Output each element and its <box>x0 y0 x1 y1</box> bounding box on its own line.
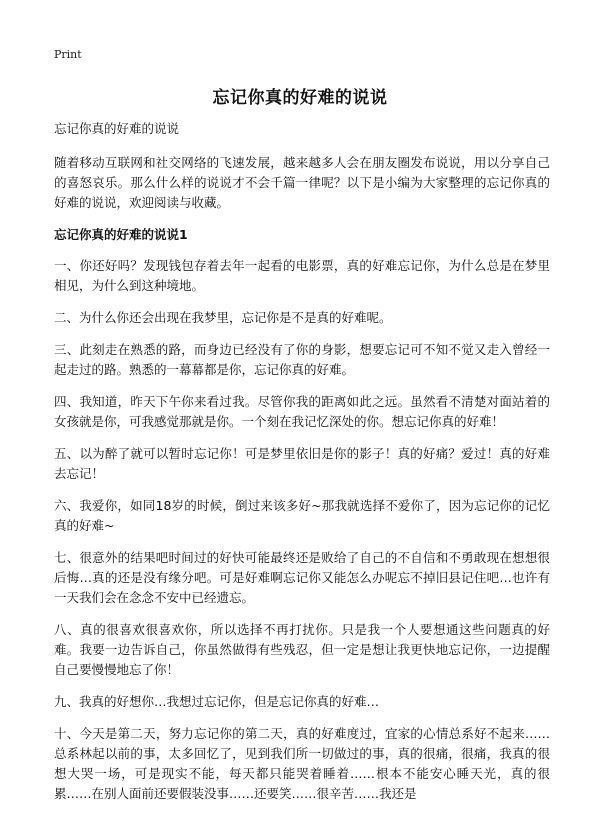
paragraph-5: 五、以为醉了就可以暂时忘记你！可是梦里依旧是你的影子！真的好痛？爱过！真的好难去忘记！ <box>54 446 550 481</box>
section-heading: 忘记你真的好难的说说1 <box>54 227 188 242</box>
print-link[interactable]: Print <box>54 48 82 61</box>
paragraph-3: 三、此刻走在熟悉的路，而身边已经没有了你的身影，想要忘记可不知不觉又走入曾经一起走过的路。熟悉的一幕幕都是你，忘记你真的好难。 <box>54 342 550 377</box>
paragraph-8: 八、真的很喜欢很喜欢你，所以选择不再打扰你。只是我一个人要想通这些问题真的好难。我要一边告诉自己，你虽然做得有些残忍，但一定是想让我更快地忘记你，一边提醒自己要慢慢地忘了你！ <box>54 622 550 677</box>
paragraph-2: 二、为什么你还会出现在我梦里，忘记你是不是真的好难呢。 <box>54 310 392 325</box>
paragraph-10: 十、今天是第二天，努力忘记你的第二天，真的好难度过，宜家的心情总系好不起来……总系林起以前的事，太多回忆了，见到我们所一切做过的事，真的很痛，很痛，我真的很想大哭一场，可是现实不能，每天都只能哭着睡着……根本不能安心睡天光，真的很累……在别人面前还要假装没事……还要笑……很辛苦……我还是 <box>54 726 550 801</box>
intro-paragraph: 随着移动互联网和社交网络的飞速发展，越来越多人会在朋友圈发布说说，用以分享自己的喜怒哀乐。那么什么样的说说才不会千篇一律呢？以下是小编为大家整理的忘记你真的好难的说说，欢迎阅读与收藏。 <box>54 155 550 210</box>
article-body <box>54 119 550 816</box>
page-title: 忘记你真的好难的说说 <box>212 88 388 108</box>
paragraph-9: 九、我真的好想你…我想过忘记你，但是忘记你真的好难… <box>54 694 380 709</box>
article-subtitle: 忘记你真的好难的说说 <box>54 121 180 136</box>
paragraph-6: 六、我爱你，如同18岁的时候，倒过来该多好~那我就选择不爱你了，因为忘记你的记忆真的好难~ <box>54 498 550 533</box>
paragraph-1: 一、你还好吗？发现钱包存着去年一起看的电影票，真的好难忘记你，为什么总是在梦里相见，为什么到这种境地。 <box>54 258 550 293</box>
paragraph-4: 四、我知道，昨天下午你来看过我。尽管你我的距离如此之远。虽然看不清楚对面站着的女孩就是你，可我感觉那就是你。一个刻在我记忆深处的你。想忘记你真的好难！ <box>54 394 550 429</box>
paragraph-7: 七、很意外的结果吧时间过的好快可能最终还是败给了自己的不自信和不勇敢现在想想很后悔…真的还是没有缘分吧。可是好难啊忘记你又能怎么办呢忘不掉旧县记住吧…也许有一天我们会在念念不安中已经遗忘。 <box>54 550 550 605</box>
